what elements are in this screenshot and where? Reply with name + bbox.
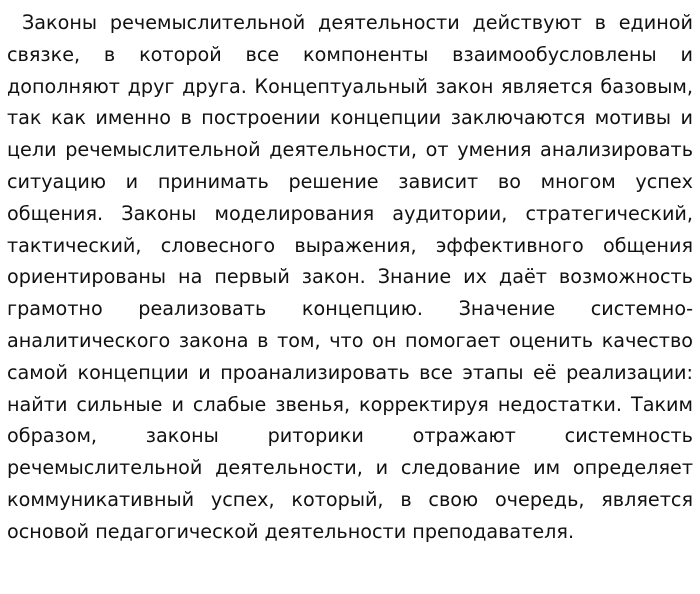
body-paragraph: Законы речемыслительной деятельности действуют в единой связке, в которой все компоненты взаимообусловлены и дополняют друг друга. Концептуальный закон является базовым, так как именно в построении концепции заключаются мотивы и цели речемыслительной деятельности, от умения анализировать ситуацию и принимать решение зависит во многом успех общения. Законы моделирования аудитории, стратегический, тактический, словесного выражения, эффективного общения ориентированы на первый закон. Знание их даёт возможность грамотно реализовать концепцию. Значение системно-аналитического закона в том, что он помогает оценить качество самой концепции и проанализировать все этапы её реализации: найти сильные и слабые звенья, корректируя недостатки. Таким образом, законы риторики отражают системность речемыслительной деятельности, и следование им определяет коммуникативный успех, который, в свою очередь, является основой педагогической деятельности преподавателя. <box>7 11 693 543</box>
